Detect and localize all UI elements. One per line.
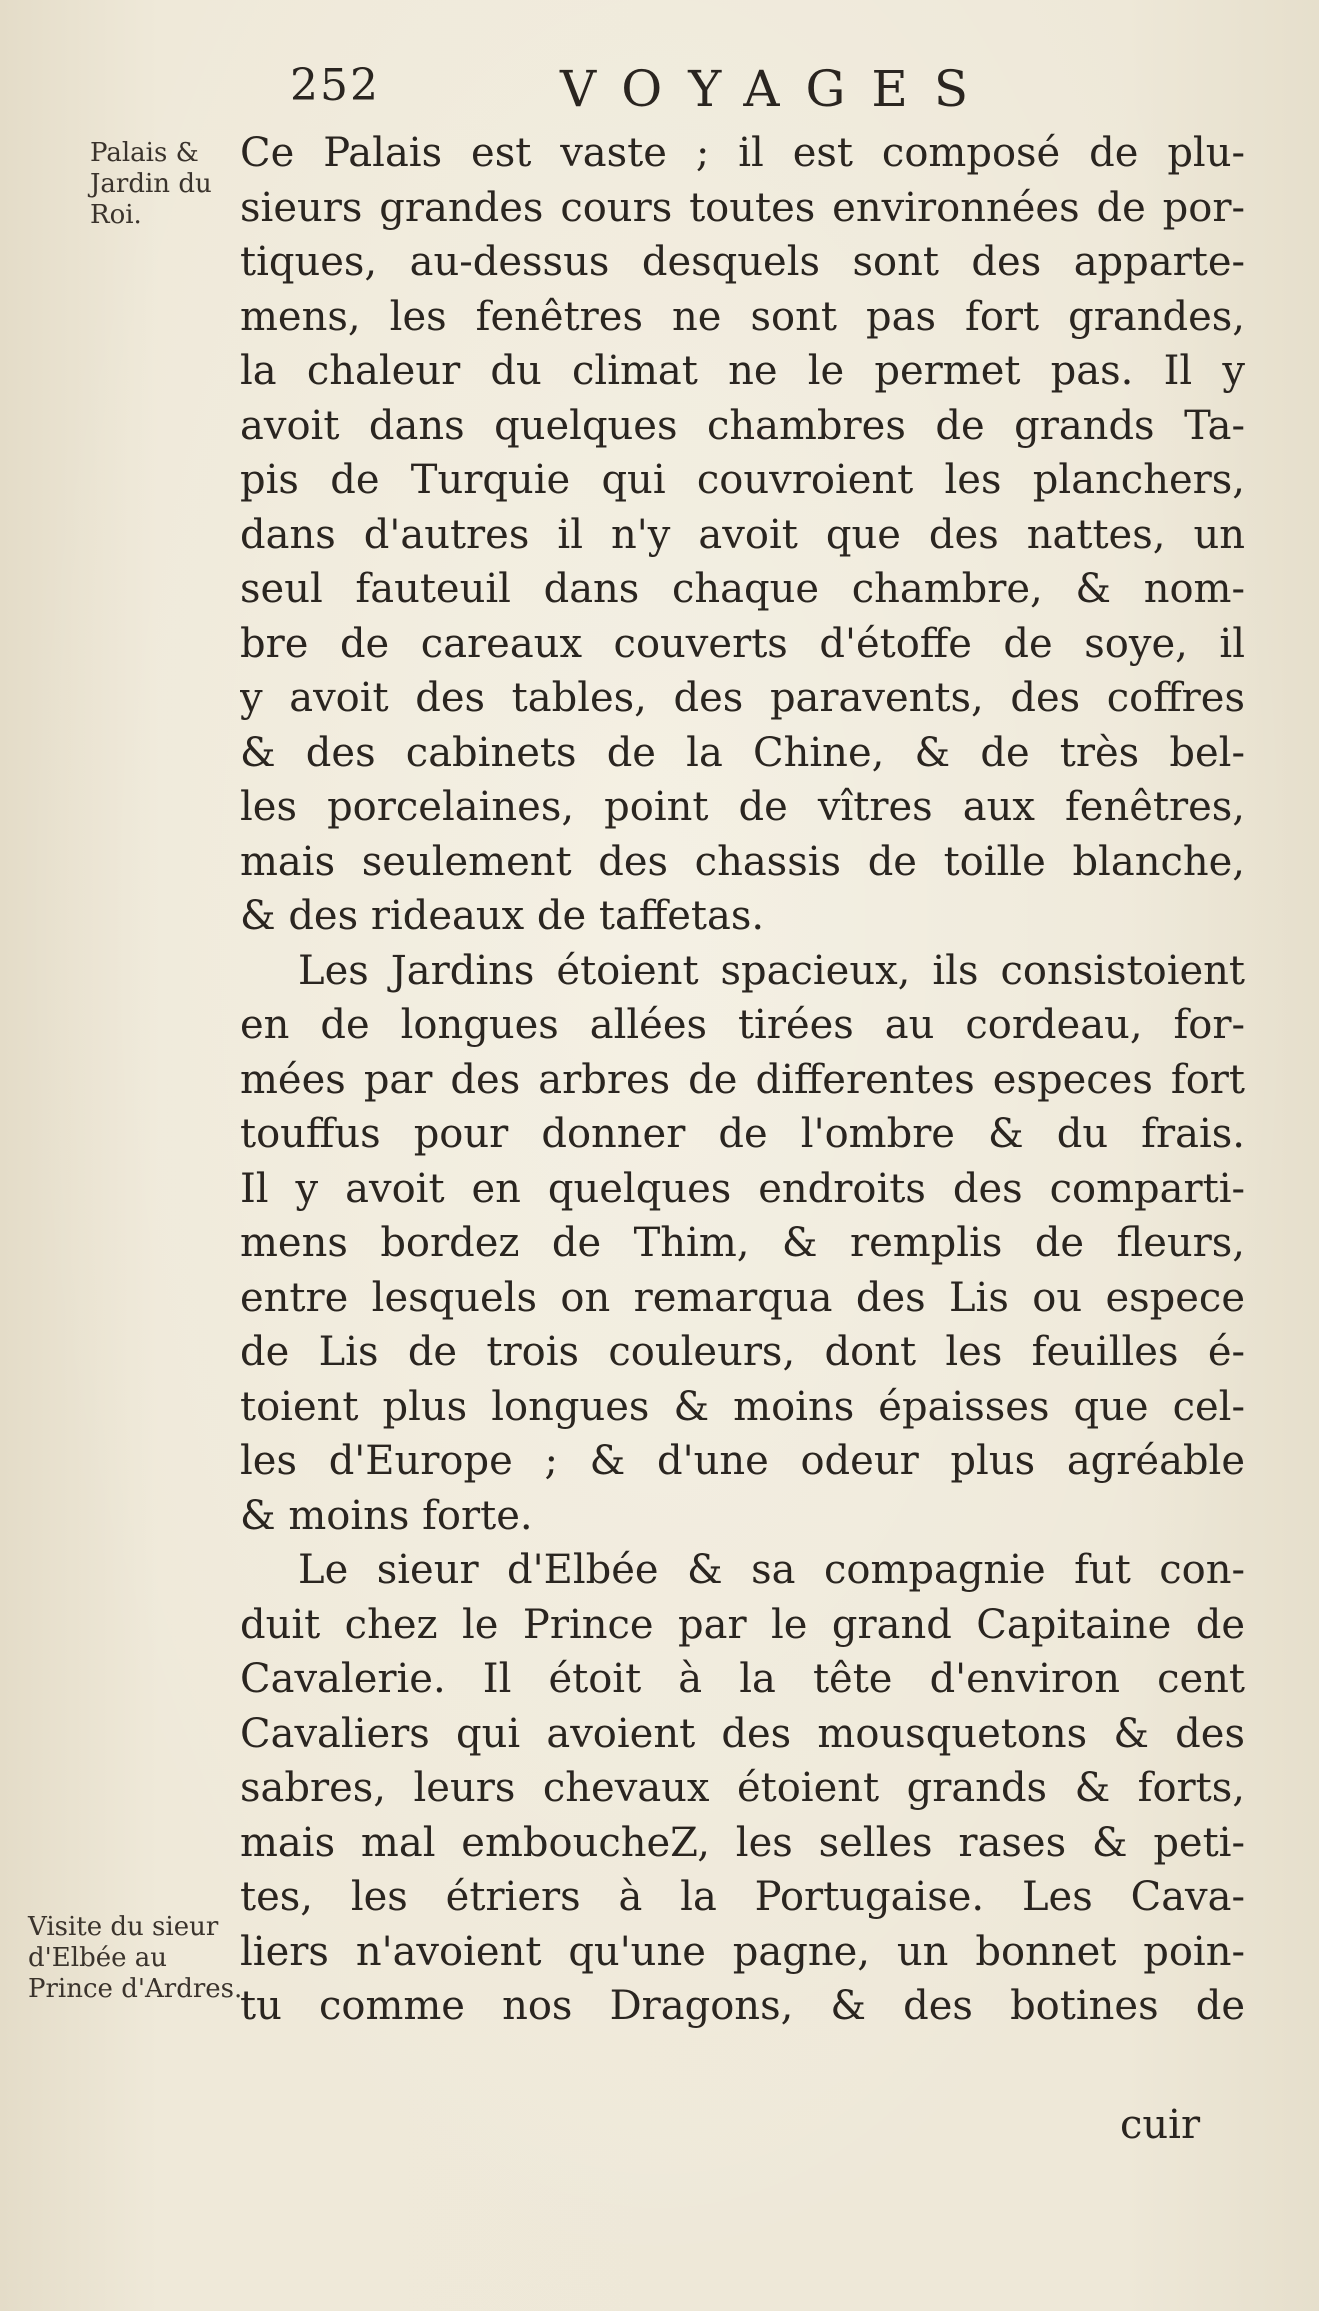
text-line: Les Jardins étoient spacieux, ils consistoient — [298, 947, 1245, 994]
text-line: seul fauteuil dans chaque chambre, & nom- — [240, 566, 1245, 612]
text-line: pis de Turquie qui couvroient les planchers, — [240, 457, 1245, 503]
text-line: mens bordez de Thim, & remplis de fleurs, — [240, 1220, 1245, 1266]
text-line: & moins forte. — [240, 1492, 533, 1539]
page-header — [0, 60, 1319, 120]
text-line: Cavaliers qui avoient des mousquetons & des — [240, 1710, 1245, 1757]
text-line: touffus pour donner de l'ombre & du frais. — [240, 1111, 1245, 1157]
text-line: en de longues allées tirées au cordeau, for- — [240, 1002, 1245, 1048]
text-line: sabres, leurs chevaux étoient grands & forts, — [240, 1765, 1245, 1811]
text-line: bre de careaux couverts d'étoffe de soye, il — [240, 620, 1245, 667]
text-line: & des rideaux de taffetas. — [240, 893, 765, 939]
text-line: Il y avoit en quelques endroits des comparti- — [240, 1165, 1245, 1212]
text-line: de Lis de trois couleurs, dont les feuilles é- — [240, 1329, 1245, 1375]
margin-note-palace: Palais & Jardin du Roi. — [90, 138, 212, 230]
text-line: Cavalerie. Il étoit à la tête d'environ cent — [240, 1656, 1245, 1702]
text-line: liers n'avoient qu'une pagne, un bonnet poin- — [240, 1928, 1245, 1975]
text-line: y avoit des tables, des paravents, des coffres — [240, 675, 1245, 721]
page-number: 252 — [290, 60, 380, 111]
text-line: dans d'autres il n'y avoit que des nattes, un — [240, 511, 1245, 558]
text-line: les porcelaines, point de vîtres aux fenêtres, — [240, 784, 1245, 830]
text-line: Ce Palais est vaste ; il est composé de plu- — [240, 130, 1245, 176]
catchword: cuir — [1120, 2102, 1201, 2148]
text-line: mais seulement des chassis de toille blanche, — [240, 838, 1245, 885]
text-line: Le sieur d'Elbée & sa compagnie fut con- — [298, 1547, 1245, 1593]
text-line: toient plus longues & moins épaisses que cel- — [240, 1383, 1245, 1430]
text-line: tes, les étriers à la Portugaise. Les Cava- — [240, 1874, 1245, 1920]
text-line: avoit dans quelques chambres de grands Ta- — [240, 402, 1245, 449]
text-line: les d'Europe ; & d'une odeur plus agréable — [240, 1438, 1245, 1484]
text-line: sieurs grandes cours toutes environnées de por- — [240, 184, 1245, 231]
text-line: mais mal emboucheZ, les selles rases & peti- — [240, 1819, 1245, 1866]
text-line: entre lesquels on remarqua des Lis ou espece — [240, 1274, 1245, 1321]
text-line: duit chez le Prince par le grand Capitaine de — [240, 1601, 1245, 1648]
text-line: mées par des arbres de differentes especes fort — [240, 1056, 1245, 1103]
text-line: tu comme nos Dragons, & des botines de — [240, 1983, 1245, 2029]
text-line: mens, les fenêtres ne sont pas fort grandes, — [240, 293, 1245, 340]
text-line: & des cabinets de la Chine, & de très bel- — [240, 729, 1245, 776]
running-title: VOYAGES — [560, 60, 995, 118]
body-text — [240, 126, 1245, 2034]
margin-note-visit: Visite du sieur d'Elbée au Prince d'Ardres. — [28, 1912, 243, 2004]
text-line: tiques, au-dessus desquels sont des apparte- — [240, 239, 1245, 285]
text-line: la chaleur du climat ne le permet pas. Il y — [240, 348, 1245, 394]
